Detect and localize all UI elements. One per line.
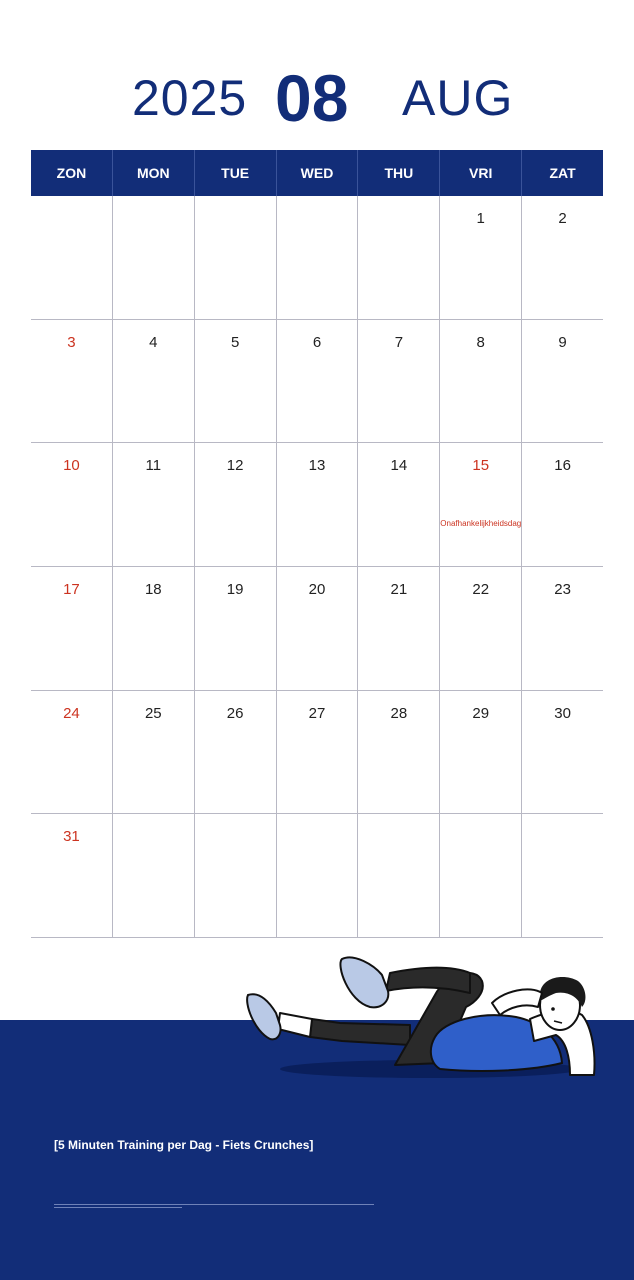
- day-cell: [522, 691, 603, 814]
- year-label: 2025: [132, 70, 248, 126]
- day-cell: [31, 196, 113, 319]
- day-cell: [195, 320, 277, 443]
- day-number: 26: [226, 704, 244, 722]
- day-number: 11: [145, 457, 162, 475]
- day-cell: [113, 320, 195, 443]
- extended-leg: [310, 1019, 410, 1045]
- day-cell: [277, 567, 359, 690]
- weekday-header-row: [31, 150, 603, 196]
- bicycle-crunch-illustration: [230, 945, 610, 1095]
- day-cell: [113, 196, 195, 319]
- weekday-thursday: THU: [358, 150, 440, 196]
- day-number: 22: [472, 581, 490, 599]
- right-shoe: [340, 957, 388, 1007]
- day-cell: [277, 814, 359, 937]
- day-cell: [358, 320, 440, 443]
- day-number: 8: [476, 333, 485, 351]
- day-number: 31: [63, 828, 80, 846]
- day-cell: [522, 567, 603, 690]
- calendar-header: [0, 58, 634, 138]
- raised-arm: [492, 989, 542, 1015]
- weekday-wednesday: WED: [277, 150, 359, 196]
- day-cell: [113, 691, 195, 814]
- day-cell: [195, 814, 277, 937]
- day-cell: [440, 196, 522, 319]
- day-number: 25: [144, 704, 162, 722]
- day-cell: [31, 443, 113, 566]
- holiday-day-cell: [440, 443, 522, 566]
- day-number: 24: [63, 704, 80, 722]
- day-number: 28: [390, 704, 408, 722]
- day-cell: [277, 320, 359, 443]
- day-number: 16: [554, 457, 571, 475]
- day-cell: [277, 196, 359, 319]
- calendar-grid: [31, 150, 603, 938]
- week-row: [31, 320, 603, 444]
- month-name: AUG: [402, 70, 514, 126]
- day-cell: [113, 443, 195, 566]
- day-cell: [522, 814, 603, 937]
- day-cell: [31, 567, 113, 690]
- day-number: 9: [558, 333, 567, 351]
- month-number: 08: [275, 61, 349, 135]
- day-number: 6: [312, 333, 322, 351]
- weekday-monday: MON: [113, 150, 195, 196]
- day-cell: [440, 567, 522, 690]
- extended-leg-skin: [278, 1013, 312, 1037]
- day-cell: [31, 814, 113, 937]
- day-cell: [358, 443, 440, 566]
- day-cell: [31, 320, 113, 443]
- week-row: [31, 196, 603, 320]
- day-number: 1: [476, 210, 485, 227]
- weekday-tuesday: TUE: [195, 150, 277, 196]
- day-number: 4: [149, 333, 158, 351]
- day-number: 17: [63, 581, 80, 599]
- day-number: 5: [230, 333, 240, 351]
- day-cell: [277, 691, 359, 814]
- day-number: 21: [390, 581, 408, 599]
- week-row: [31, 814, 603, 938]
- day-number: 29: [472, 704, 490, 722]
- day-number: 3: [67, 333, 76, 351]
- fine-print: [54, 1204, 374, 1212]
- day-cell: [358, 691, 440, 814]
- left-shoe: [247, 994, 280, 1039]
- day-number: 30: [554, 704, 571, 722]
- day-cell: [358, 567, 440, 690]
- day-number: 20: [308, 581, 326, 599]
- day-cell: [522, 320, 603, 443]
- day-cell: [195, 196, 277, 319]
- day-cell: [358, 814, 440, 937]
- fine-print-line: [54, 1207, 182, 1208]
- day-cell: [522, 443, 603, 566]
- day-cell: [195, 691, 277, 814]
- day-number: 18: [144, 581, 162, 599]
- day-number: 10: [63, 457, 80, 475]
- day-number: 7: [394, 333, 404, 351]
- fine-print-line: [54, 1204, 374, 1205]
- week-row: [31, 443, 603, 567]
- day-cell: [113, 567, 195, 690]
- exercise-caption: [5 Minuten Training per Dag - Fiets Crunches]: [54, 1138, 314, 1152]
- day-number: 13: [308, 457, 326, 475]
- day-cell: [440, 691, 522, 814]
- day-cell: [522, 196, 603, 319]
- week-row: [31, 691, 603, 815]
- day-cell: [277, 443, 359, 566]
- day-number: 12: [226, 457, 244, 475]
- day-number: 2: [558, 210, 567, 227]
- day-number: 14: [390, 457, 408, 475]
- day-number: 23: [554, 581, 571, 599]
- day-cell: [195, 567, 277, 690]
- holiday-label: Onafhankelijkheidsdag: [440, 519, 522, 529]
- day-number: 27: [308, 704, 326, 722]
- weekday-saturday: ZAT: [549, 165, 576, 181]
- day-cell: [358, 196, 440, 319]
- week-row: [31, 567, 603, 691]
- day-cell: [440, 320, 522, 443]
- bent-shin: [386, 968, 470, 993]
- day-number: 15: [472, 457, 490, 475]
- day-number: 19: [226, 581, 244, 599]
- weekday-sunday: ZON: [31, 150, 113, 196]
- day-cell: [113, 814, 195, 937]
- weekday-friday: VRI: [440, 150, 522, 196]
- day-cell: [440, 814, 522, 937]
- day-cell: [195, 443, 277, 566]
- eye: [551, 1007, 555, 1011]
- day-cell: [31, 691, 113, 814]
